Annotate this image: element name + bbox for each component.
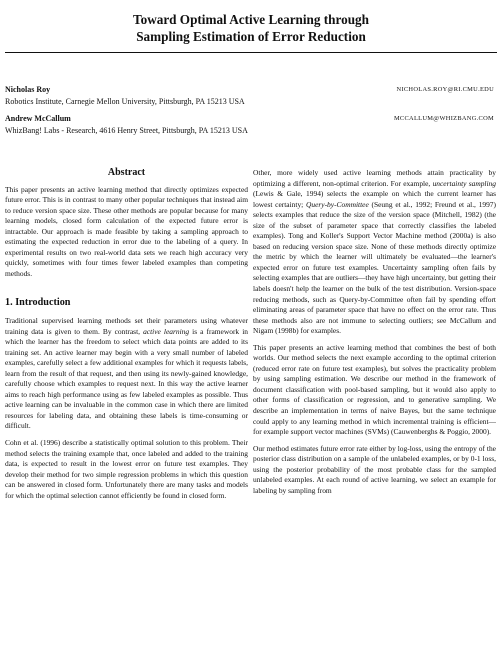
paper-title: [0, 11, 502, 45]
top-rule: [5, 52, 497, 53]
author-name: Nicholas Roy: [5, 85, 51, 94]
body-paragraph-2: This paper presents an active learning method that combines the best of both worlds. Our method selects the next example according to the optimal criterion (reduced error rate on future test examples), but solves the practicality problem by using sampling estimation. We describe our method in the framework of document classification with pool-based sampling, but it would also apply to other forms of classification or regression, and to generative sampling. We describe an implementation in terms of naive Bayes, but the same technique could apply to any learning method in which incremental training is efficient—for example support vector machines (SVMs) (Cauwenberghs & Poggio, 2000).: [253, 342, 496, 437]
author-affiliation: Robotics Institute, Carnegie Mellon University, Pittsburgh, PA 15213 USA: [5, 96, 245, 106]
author-block-1: [5, 84, 497, 107]
intro-paragraph-1: Traditional supervised learning methods set their parameters using whatever training data is given to them. By contrast, active learning is a framework in which the learner has the freedom to select which data points are added to its training set. An active learner may begin with a very small number of labeled examples, carefully select a few additional examples for which it requests labels, learn from the result of that request, and then using its newly-gained knowledge, carefully choose which examples to request next. In this way the active learner aims to reach high performance using as few labeled examples as possible. Thus active learning can be invaluable in the common case in which there are limited resources for labeling data, and obtaining these labels is time-consuming or difficult.: [5, 316, 248, 431]
abstract-text: This paper presents an active learning method that directly optimizes expected future error. This is in contrast to many other popular techniques that instead aim to reduce version space size. These other methods are popular because for many learning models, closed form calculation of the expected future error is intractable. Our approach is made feasible by taking a sampling approach to estimating the expected reduction in error due to the labeling of a query. In experimental results on two real-world data sets we reach high accuracy very quickly, sometimes with four times fewer labeled examples than competing methods.: [5, 184, 248, 278]
body-paragraph-1: Other, more widely used active learning methods attain practicality by optimizing a different, non-optimal criterion. For example, uncertainty sampling (Lewis & Gale, 1994) selects the example on which the current learner has lowest certainty; Query-by-Committee (Seung et al., 1992; Freund et al., 1997) selects examples that reduce the size of the version space (Mitchell, 1982) (the size of the subset of parameter space that correctly classifies the labeled examples). Tong and Koller's Support Vector Machine method (2000a) is also based on reducing version space size. None of these methods directly optimize the metric by which the learner will ultimately be evaluated—the learner's expected error on future test examples. Uncertainty sampling often fails by selecting examples that are outliers—they have high uncertainty, but getting their labels doesn't help the learner on the bulk of the test distribution. Version-space reducing methods, such as Query-by-Committee often fail by spending effort eliminating areas of parameter space that have no effect on the error rate. Thus these methods also are not immune to selecting outliers; see McCallum and Nigam (1998b) for examples.: [253, 168, 496, 336]
intro-paragraph-2: Cohn et al. (1996) describe a statistically optimal solution to this problem. Their method selects the training example that, once labeled and added to the training data, is expected to result in the lowest error on future test examples. They develop their method for two simple regression problems in which this question can be answered in closed form. Unfortunately there are many tasks and models for which the optimal selection cannot efficiently be found in closed form.: [5, 438, 248, 500]
body-paragraph-3: Our method estimates future error rate either by log-loss, using the entropy of the posterior class distribution on a sample of the unlabeled examples, or by 0-1 loss, using the posterior probability of the most probable class for the sampled unlabeled examples. At each round of active learning, we select an example for labeling by sampling from: [253, 443, 496, 495]
left-column: [5, 168, 248, 507]
paper-title-line-2: Sampling Estimation of Error Reduction: [136, 29, 366, 44]
section-heading-introduction: 1. Introduction: [5, 297, 71, 309]
paper-title-line-1: Toward Optimal Active Learning through: [133, 12, 369, 27]
author-block-2: [5, 113, 497, 136]
author-email: NICHOLAS.ROY@RI.CMU.EDU: [396, 86, 494, 93]
author-email: MCCALLUM@WHIZBANG.COM: [393, 115, 494, 122]
right-column: [253, 168, 496, 502]
author-name: Andrew McCallum: [5, 114, 71, 123]
abstract-heading: Abstract: [107, 167, 146, 178]
author-affiliation: WhizBang! Labs - Research, 4616 Henry Street, Pittsburgh, PA 15213 USA: [5, 125, 248, 135]
